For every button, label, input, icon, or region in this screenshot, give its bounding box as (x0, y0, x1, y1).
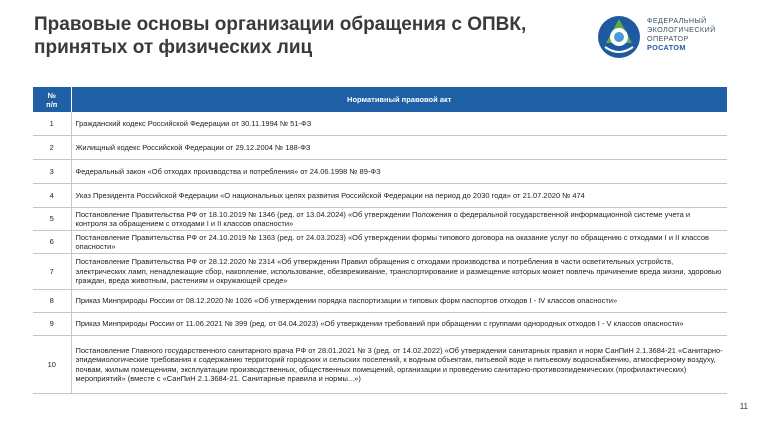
row-number: 9 (33, 313, 71, 336)
row-number: 5 (33, 208, 71, 231)
table-row (33, 208, 727, 231)
table-row (33, 136, 727, 160)
table-row (33, 336, 727, 394)
row-act-text: Приказ Минприроды России от 08.12.2020 № 1026 «Об утверждении порядка паспортизации и типовых форм паспортов отходов I - IV классов опасности» (71, 290, 727, 313)
row-number: 8 (33, 290, 71, 313)
logo-line-2: ЭКОЛОГИЧЕСКИЙ (647, 25, 716, 34)
title-line-1: Правовые основы организации обращения с ОПВК, (34, 14, 527, 35)
legal-acts-table (33, 87, 727, 394)
table-row (33, 160, 727, 184)
row-number: 6 (33, 231, 71, 254)
row-number: 2 (33, 136, 71, 160)
row-act-text: Федеральный закон «Об отходах производства и потребления» от 24.06.1998 № 89-ФЗ (71, 160, 727, 184)
table-row (33, 184, 727, 208)
row-number: 4 (33, 184, 71, 208)
page-number: 11 (739, 402, 748, 411)
rosatom-logo-icon (597, 15, 641, 59)
table-row (33, 290, 727, 313)
logo (597, 13, 747, 59)
row-act-text: Постановление Главного государственного санитарного врача РФ от 28.01.2021 № 3 (ред. от 14.02.2022) «Об утверждении санитарных правил и норм СанПиН 2.1.3684-21 «Санитарно-эпидемиологические требования к содержанию территорий городских и сельских поселений, к водным объектам, питьевой воде и питьевому водоснабжению, атмосферному воздуху, почвам, жилым помещениям, эксплуатации производственных, общественных помещений, организации и проведению санитарно-противоэпидемических (профилактических) мероприятий» (вместе с «СанПиН 2.1.3684-21. Санитарные правила и нормы...») (71, 336, 727, 394)
column-header-number-line-2: п/п (46, 99, 58, 109)
table-row (33, 231, 727, 254)
table-row (33, 254, 727, 290)
row-number: 7 (33, 254, 71, 290)
column-header-act: Нормативный правовой акт (71, 87, 727, 112)
column-header-number (33, 87, 71, 112)
row-act-text: Постановление Правительства РФ от 18.10.2019 № 1346 (ред. от 13.04.2024) «Об утверждении Положения о федеральной государственной информационной системе учета и контроля за обращением с отходами I и II классов опасности» (71, 208, 727, 231)
row-act-text: Постановление Правительства РФ от 24.10.2019 № 1363 (ред. от 24.03.2023) «Об утверждении формы типового договора на оказание услуг по обращению с отходами I и II классов опасности» (71, 231, 727, 254)
row-number: 10 (33, 336, 71, 394)
table-header-row (33, 87, 727, 112)
row-number: 3 (33, 160, 71, 184)
row-act-text: Приказ Минприроды России от 11.06.2021 № 399 (ред. от 04.04.2023) «Об утверждении требований при обращении с группами однородных отходов I - V классов опасности» (71, 313, 727, 336)
row-act-text: Постановление Правительства РФ от 28.12.2020 № 2314 «Об утверждении Правил обращения с отходами производства и потребления в части осветительных устройств, электрических ламп, ненадлежащие сбор, накопление, использование, обезвреживание, транспортирование и размещение которых может повлечь причинение вреда жизни, здоровью граждан, вреда животным, растениям и окружающей среде» (71, 254, 727, 290)
table-row (33, 112, 727, 136)
row-act-text: Гражданский кодекс Российской Федерации от 30.11.1994 № 51-ФЗ (71, 112, 727, 136)
table-row (33, 313, 727, 336)
row-act-text: Указ Президента Российской Федерации «О национальных целях развития Российской Федерации на период до 2030 года» от 21.07.2020 № 474 (71, 184, 727, 208)
title-line-2: принятых от физических лиц (34, 37, 313, 58)
row-number: 1 (33, 112, 71, 136)
logo-line-1: ФЕДЕРАЛЬНЫЙ (647, 16, 707, 25)
logo-line-3: ОПЕРАТОР (647, 34, 689, 43)
logo-text (647, 16, 716, 52)
page-title (34, 13, 554, 59)
logo-line-4: РОСАТОМ (647, 43, 686, 52)
column-header-number-line-1: № (47, 90, 56, 100)
row-act-text: Жилищный кодекс Российской Федерации от 29.12.2004 № 188-ФЗ (71, 136, 727, 160)
